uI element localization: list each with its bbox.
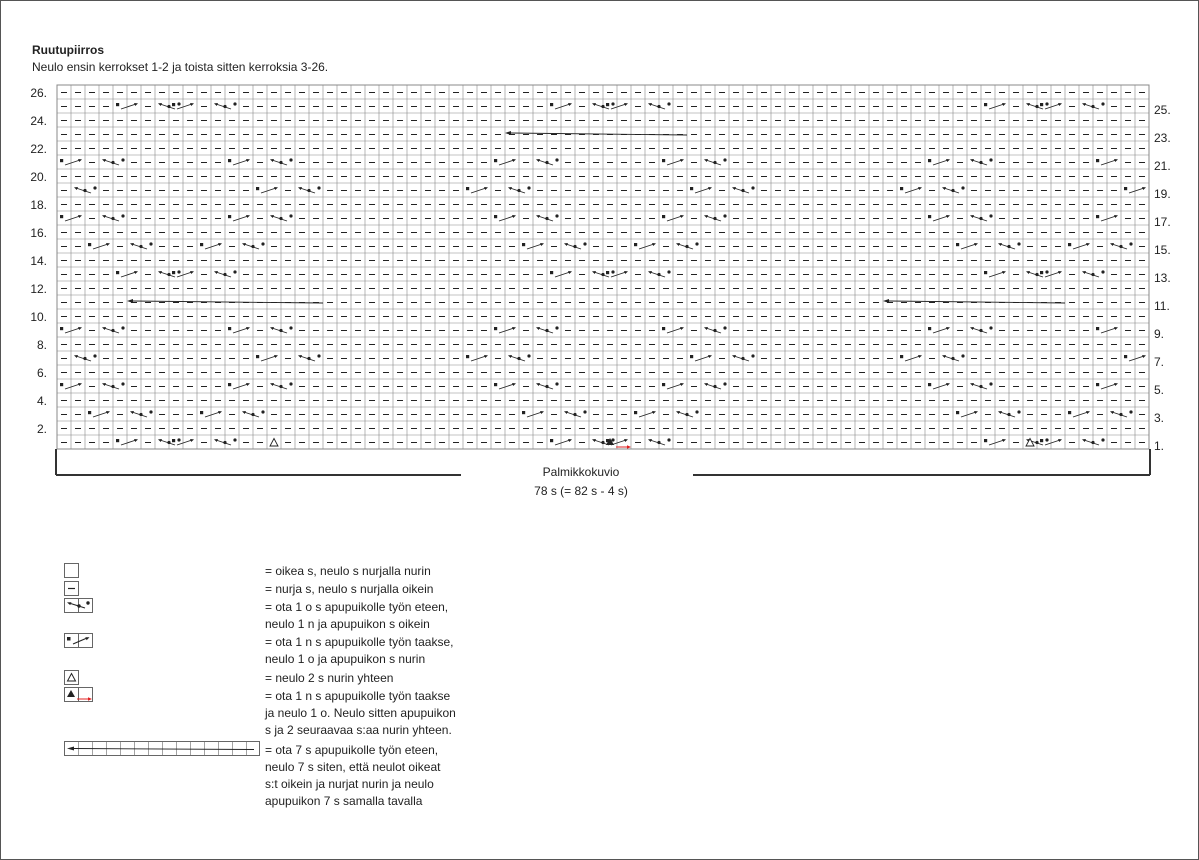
legend-line: apupuikon 7 s samalla tavalla [265,794,423,808]
cross-left-dot [83,189,86,192]
cross-right-dot [928,327,931,330]
cross-left-dot [111,161,114,164]
cross-left-dot [573,413,576,416]
cross-left-dot [167,105,170,108]
cross-left-dot [177,102,180,105]
cross-right-dot [466,355,469,358]
cross-left-dot [657,273,660,276]
cross-left-dot [93,354,96,357]
cross-right-dot [606,103,609,106]
cross-left-dot [555,214,558,217]
cross-right-dot [228,215,231,218]
cross-right-dot [494,383,497,386]
cross-left-dot [979,329,982,332]
cross-right-dot [550,271,553,274]
legend-line: = neulo 2 s nurin yhteen [265,671,394,685]
cross-left-dot [167,273,170,276]
cross-left-dot [1045,438,1048,441]
cross-right-dot [662,327,665,330]
cross-left-dot [685,413,688,416]
cross-right-dot [172,103,175,106]
cross-left-dot [233,102,236,105]
cross-left-dot [713,385,716,388]
cross-left-dot [751,186,754,189]
cross-left-dot [695,410,698,413]
cross-left-dot [1035,273,1038,276]
cross-left-dot [1091,441,1094,444]
cross-left-dot [233,270,236,273]
cross-left-dot [111,329,114,332]
cross-right-dot [116,439,119,442]
cross-left-dot [751,354,754,357]
cross-left-dot [233,438,236,441]
cross-left-dot [611,270,614,273]
cross-left-dot [545,329,548,332]
cross-left-dot [261,242,264,245]
cross-left-dot [139,245,142,248]
cross-right-dot [1124,355,1127,358]
cross-left-dot [307,189,310,192]
cross-left-dot [723,382,726,385]
chart-instructions: Neulo ensin kerrokset 1-2 ja toista sitten kerroksia 3-26. [32,60,329,74]
cross-right-dot [606,271,609,274]
cross-left-dot [723,214,726,217]
legend-line: = ota 1 o s apupuikolle työn eteen, [265,600,449,614]
cross-left-dot [289,158,292,161]
cross-right-dot [984,103,987,106]
row-label-odd: 21. [1154,159,1171,173]
cross-left-dot [1119,413,1122,416]
cross-right-dot [522,243,525,246]
cross-left-dot [83,357,86,360]
cross-left-dot [251,245,254,248]
cross-right-dot [494,215,497,218]
cross-left-dot [961,354,964,357]
cross-right-icon [64,633,94,649]
legend-item-cross-left [265,599,448,633]
cross-left-dot [317,354,320,357]
cross-left-dot [989,214,992,217]
legend-line: neulo 1 o ja apupuikon s nurin [265,652,426,666]
cross-left-dot [307,357,310,360]
legend-line: = ota 7 s apupuikolle työn eteen, [265,743,439,757]
legend-line: neulo 1 n ja apupuikon s oikein [265,617,430,631]
cross-left-dot [1007,413,1010,416]
cross-left-dot [149,410,152,413]
row-label-even: 26. [30,86,47,100]
cross-right-dot [1124,187,1127,190]
cross-left-dot [555,326,558,329]
cross-right-dot [1096,215,1099,218]
knit-square-icon [64,563,80,579]
cross-right-dot [956,411,959,414]
cross-left-dot [583,410,586,413]
cross-left-dot [111,385,114,388]
cross-left-dot [951,189,954,192]
cross-left-dot [979,161,982,164]
cross-left-dot [1017,242,1020,245]
cross-right-dot [200,243,203,246]
pattern-name: Palmikkokuvio [542,465,620,479]
cross-right-dot [228,383,231,386]
cross-left-dot [611,438,614,441]
cross-right-dot [956,243,959,246]
cross-left-dot [611,102,614,105]
legend-line: = ota 1 n s apupuikolle työn taakse [265,689,451,703]
row-label-even: 22. [30,142,47,156]
cross-right-dot [1096,383,1099,386]
cross-right-dot [228,327,231,330]
stitch-count: 78 s (= 82 s - 4 s) [534,484,628,498]
cross-right-dot [494,327,497,330]
row-label-odd: 5. [1154,383,1165,397]
cross-left-dot [317,186,320,189]
cross-left-dot [545,217,548,220]
purl-dash-icon [64,581,80,597]
cross-left-dot [657,441,660,444]
cross-right-dot [494,159,497,162]
cross-right-dot [466,187,469,190]
row-label-odd: 7. [1154,355,1165,369]
cross-left-dot [961,186,964,189]
cross-right-dot [172,271,175,274]
cross-right-dot [662,159,665,162]
row-label-even: 10. [30,310,47,324]
cross-right-dot [900,187,903,190]
row-label-odd: 25. [1154,103,1171,117]
cross-left-dot [741,357,744,360]
cross-left-dot [279,161,282,164]
cross-right-dot [550,439,553,442]
cross-left-dot [261,410,264,413]
cross-right-dot [60,215,63,218]
cross-left-dot [121,214,124,217]
cross-right-dot [116,271,119,274]
chart-title: Ruutupiirros [32,43,104,57]
cross-left-dot [951,357,954,360]
cross-left-dot [695,242,698,245]
cross-left-dot [121,326,124,329]
row-label-even: 8. [36,338,47,352]
cross-left-dot [149,242,152,245]
legend-line: ja neulo 1 o. Neulo sitten apupuikon [265,706,456,720]
legend-line: neulo 7 s siten, että neulot oikeat [265,760,441,774]
cross-left-dot [989,158,992,161]
cross-right-dot [60,327,63,330]
cross-left-dot [1045,102,1048,105]
cross-left-dot [979,217,982,220]
row-label-odd: 11. [1154,299,1170,313]
row-label-odd: 23. [1154,131,1171,145]
cross-right-dot [984,439,987,442]
cross-right-dot [928,383,931,386]
cross-left-dot [279,385,282,388]
cross-left-dot [177,270,180,273]
cross-left-dot [667,102,670,105]
row-label-even: 14. [30,254,47,268]
row-label-even: 4. [36,394,47,408]
cross-left-icon [64,598,94,614]
cross-left-dot [139,413,142,416]
legend-item-cross-right [265,634,453,668]
cross-left-dot [601,273,604,276]
cross-left-dot [1035,105,1038,108]
cross-left-dot [723,326,726,329]
legend-line: s ja 2 seuraavaa s:aa nurin yhteen. [265,723,452,737]
cross-right-dot [662,383,665,386]
cross-right-dot [1096,327,1099,330]
row-label-even: 18. [30,198,47,212]
cross-decrease-icon [64,687,94,703]
cross-right-dot [88,243,91,246]
cross-left-dot [1007,245,1010,248]
cross-left-dot [657,105,660,108]
cross-left-dot [573,245,576,248]
cross-left-dot [989,382,992,385]
legend-item-purl [265,581,433,598]
cross-left-dot [527,354,530,357]
row-label-even: 20. [30,170,47,184]
legend-line: = oikea s, neulo s nurjalla nurin [265,564,431,578]
legend-item-knit [265,563,431,580]
cross-right-dot [116,103,119,106]
cross-left-dot [685,245,688,248]
cross-left-dot [1101,438,1104,441]
cross-right-dot [200,411,203,414]
cross-left-dot [555,158,558,161]
cross-left-dot [741,189,744,192]
row-label-odd: 1. [1154,439,1165,453]
cross-right-dot [690,355,693,358]
row-label-even: 12. [30,282,47,296]
cross-left-dot [1035,441,1038,444]
legend-line: = ota 1 n s apupuikolle työn taakse, [265,635,454,649]
stitch-chart-grid [1,1,1198,521]
cross-left-dot [979,385,982,388]
cross-left-dot [1017,410,1020,413]
cross-left-dot [289,326,292,329]
cross-left-dot [517,189,520,192]
cross-right-dot [1068,243,1071,246]
row-label-even: 6. [36,366,47,380]
cross-left-dot [1101,270,1104,273]
cross-left-dot [1045,270,1048,273]
cross-right-dot [1040,271,1043,274]
cross-left-dot [289,382,292,385]
legend-item-p2tog [265,670,393,687]
cross-left-dot [1101,102,1104,105]
row-label-even: 2. [36,422,47,436]
cross-left-dot [713,161,716,164]
row-label-odd: 3. [1154,411,1165,425]
row-label-odd: 19. [1154,187,1171,201]
cross-left-dot [223,273,226,276]
cross-right-dot [690,187,693,190]
cross-right-dot [88,411,91,414]
cross-left-dot [601,105,604,108]
cross-right-dot [1068,411,1071,414]
cross-left-dot [121,382,124,385]
cross-left-dot [279,329,282,332]
cross-right-dot [634,243,637,246]
cross-left-dot [555,382,558,385]
cross-left-dot [723,158,726,161]
cross-left-dot [177,438,180,441]
cross-right-dot [1040,439,1043,442]
cross-left-dot [713,217,716,220]
cross-left-dot [713,329,716,332]
cross-left-dot [289,214,292,217]
row-label-even: 16. [30,226,47,240]
cross-left-dot [111,217,114,220]
cross-left-dot [223,441,226,444]
cross-right-dot [634,411,637,414]
cross-left-dot [583,242,586,245]
cross-left-dot [1119,245,1122,248]
cross-right-dot [1040,103,1043,106]
cross-left-dot [1129,242,1132,245]
cross-left-dot [517,357,520,360]
cross-right-dot [228,159,231,162]
legend-item-cross-decrease [265,688,456,739]
cross-left-dot [527,186,530,189]
cross-right-dot [522,411,525,414]
cross-left-dot [279,217,282,220]
cross-right-dot [60,383,63,386]
cross-left-dot [223,105,226,108]
cross-right-dot [1096,159,1099,162]
cross-left-dot [121,158,124,161]
cross-left-dot [545,161,548,164]
cross-left-dot [667,270,670,273]
cross-right-dot [928,215,931,218]
row-label-odd: 13. [1154,271,1171,285]
cross-left-dot [93,186,96,189]
p2tog-triangle-icon [64,670,80,686]
cross-right-dot [662,215,665,218]
cross-right-dot [984,271,987,274]
row-label-odd: 17. [1154,215,1171,229]
cross-left-dot [545,385,548,388]
cross-left-dot [167,441,170,444]
cross-left-dot [251,413,254,416]
row-label-even: 24. [30,114,47,128]
row-label-odd: 9. [1154,327,1165,341]
cross-left-dot [1129,410,1132,413]
cross-right-dot [256,187,259,190]
cross-right-dot [60,159,63,162]
cross-left-dot [1091,105,1094,108]
cross-right-dot [172,439,175,442]
cross-right-dot [256,355,259,358]
cross-right-dot [928,159,931,162]
legend-line: = nurja s, neulo s nurjalla oikein [265,582,434,596]
cross-left-dot [667,438,670,441]
cross-right-dot [900,355,903,358]
cross-left-dot [601,441,604,444]
legend-item-cable-7 [265,742,440,810]
cross-left-dot [1091,273,1094,276]
row-label-odd: 15. [1154,243,1171,257]
legend-line: s:t oikein ja nurjat nurin ja neulo [265,777,434,791]
cross-right-dot [550,103,553,106]
cable-7-icon [64,741,262,757]
cross-left-dot [989,326,992,329]
